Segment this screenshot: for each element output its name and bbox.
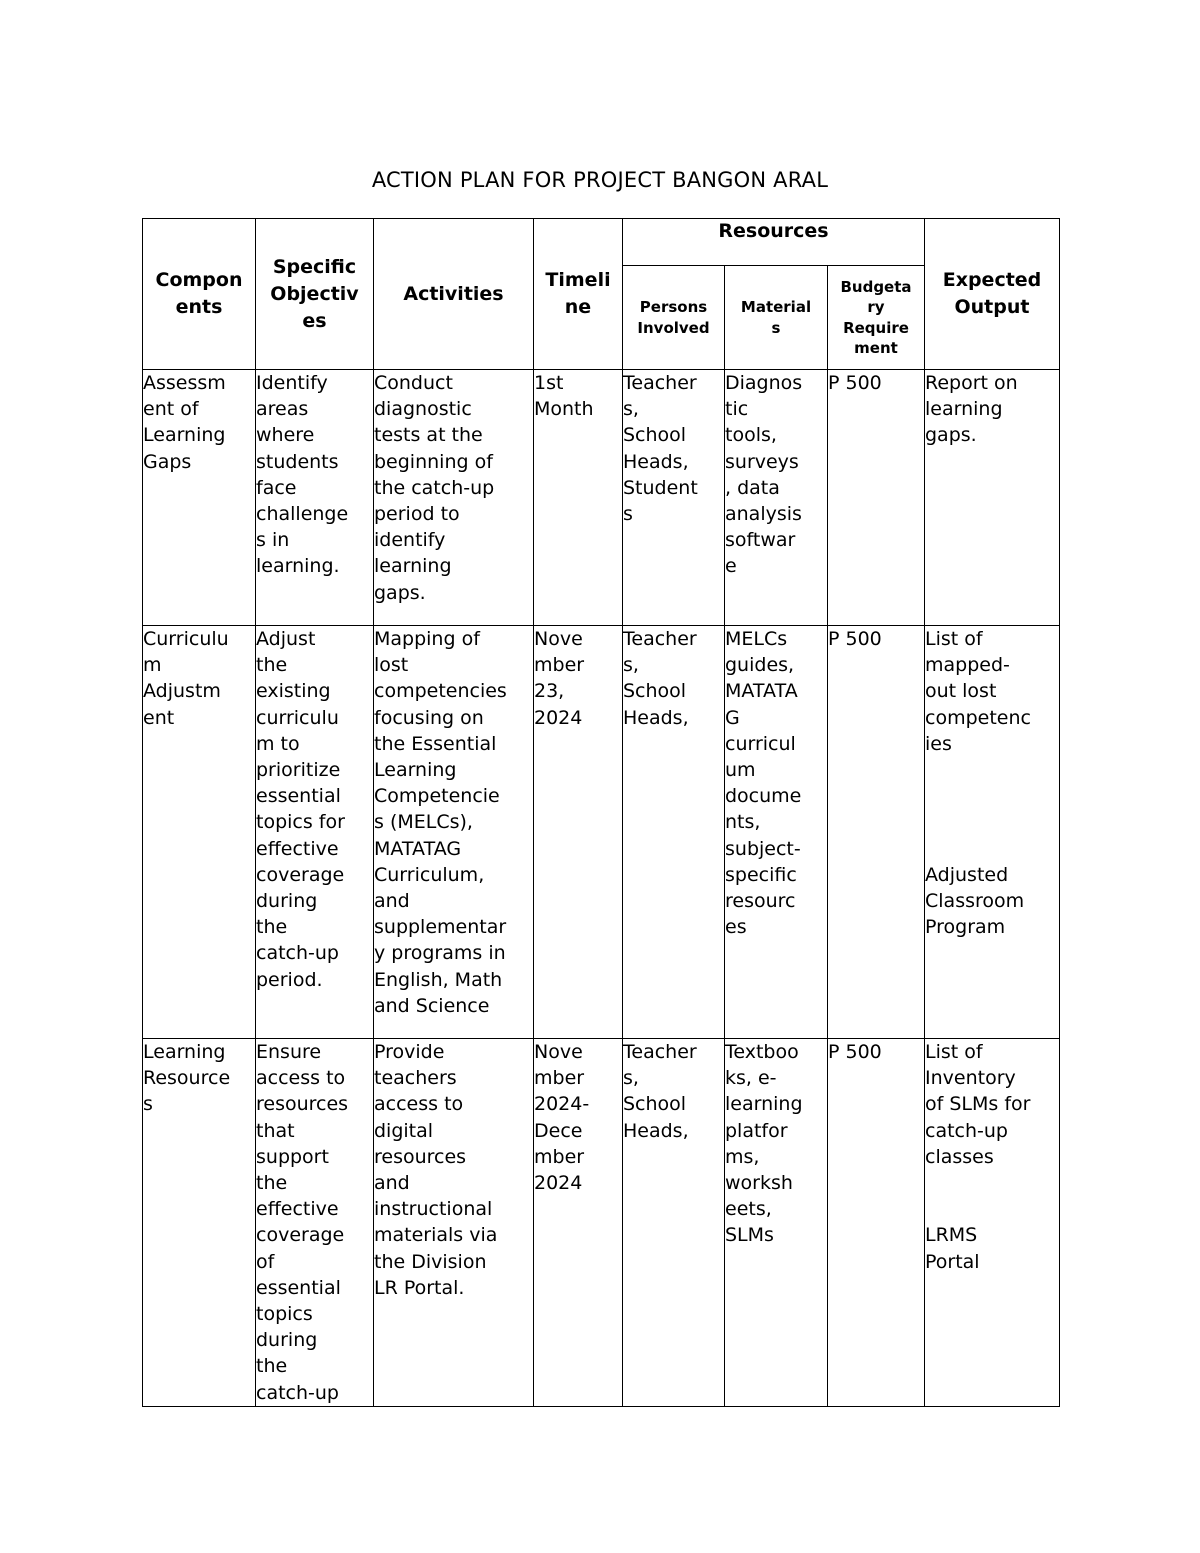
cell-budget: P 500 — [828, 370, 925, 626]
cell-persons: Teacher s, School Heads, — [623, 626, 725, 1039]
cell-materials: Diagnos tic tools, surveys , data analysis softwar e — [725, 370, 828, 626]
cell-objective: Identify areas where students face challenge s in learning. — [256, 370, 374, 626]
cell-materials: Textboo ks, e- learning platfor ms, worksh eets, SLMs — [725, 1039, 828, 1407]
header-budgetary-requirement: Budgeta ry Require ment — [828, 266, 925, 370]
cell-component: Assessm ent of Learning Gaps — [143, 370, 256, 626]
cell-materials: MELCs guides, MATATA G curricul um docume nts, subject- specific resourc es — [725, 626, 828, 1039]
cell-activity: Provide teachers access to digital resources and instructional materials via the Division LR Portal. — [374, 1039, 534, 1407]
table-row — [143, 626, 1060, 1039]
header-expected-output: Expected Output — [925, 219, 1060, 370]
header-persons-involved: Persons Involved — [623, 266, 725, 370]
header-components: Compon ents — [143, 219, 256, 370]
cell-persons: Teacher s, School Heads, — [623, 1039, 725, 1407]
cell-output: List of mapped- out lost competenc ies Adjusted Classroom Program — [925, 626, 1060, 1039]
cell-component: Learning Resource s — [143, 1039, 256, 1407]
cell-activity: Conduct diagnostic tests at the beginning of the catch-up period to identify learning gaps. — [374, 370, 534, 626]
table-row — [143, 1039, 1060, 1407]
page-title: ACTION PLAN FOR PROJECT BANGON ARAL — [371, 168, 829, 192]
cell-timeline: 1st Month — [534, 370, 623, 626]
cell-objective: Ensure access to resources that support the effective coverage of essential topics during the catch-up — [256, 1039, 374, 1407]
cell-budget: P 500 — [828, 626, 925, 1039]
cell-activity: Mapping of lost competencies focusing on the Essential Learning Competencie s (MELCs), MATATAG Curriculum, and supplementar y programs in English, Math and Science — [374, 626, 534, 1039]
cell-timeline: Nove mber 2024- Dece mber 2024 — [534, 1039, 623, 1407]
header-activities: Activities — [374, 219, 534, 370]
cell-component: Curriculu m Adjustm ent — [143, 626, 256, 1039]
cell-timeline: Nove mber 23, 2024 — [534, 626, 623, 1039]
header-objectives: Specific Objectiv es — [256, 219, 374, 370]
cell-output: Report on learning gaps. — [925, 370, 1060, 626]
header-timeline: Timeli ne — [534, 219, 623, 370]
header-row — [143, 219, 1060, 266]
cell-budget: P 500 — [828, 1039, 925, 1407]
header-resources: Resources — [623, 219, 925, 266]
cell-objective: Adjust the existing curriculu m to prioritize essential topics for effective coverage during the catch-up period. — [256, 626, 374, 1039]
cell-persons: Teacher s, School Heads, Student s — [623, 370, 725, 626]
action-plan-table — [142, 218, 1060, 1407]
table-row — [143, 370, 1060, 626]
header-materials: Material s — [725, 266, 828, 370]
cell-output: List of Inventory of SLMs for catch-up classes LRMS Portal — [925, 1039, 1060, 1407]
